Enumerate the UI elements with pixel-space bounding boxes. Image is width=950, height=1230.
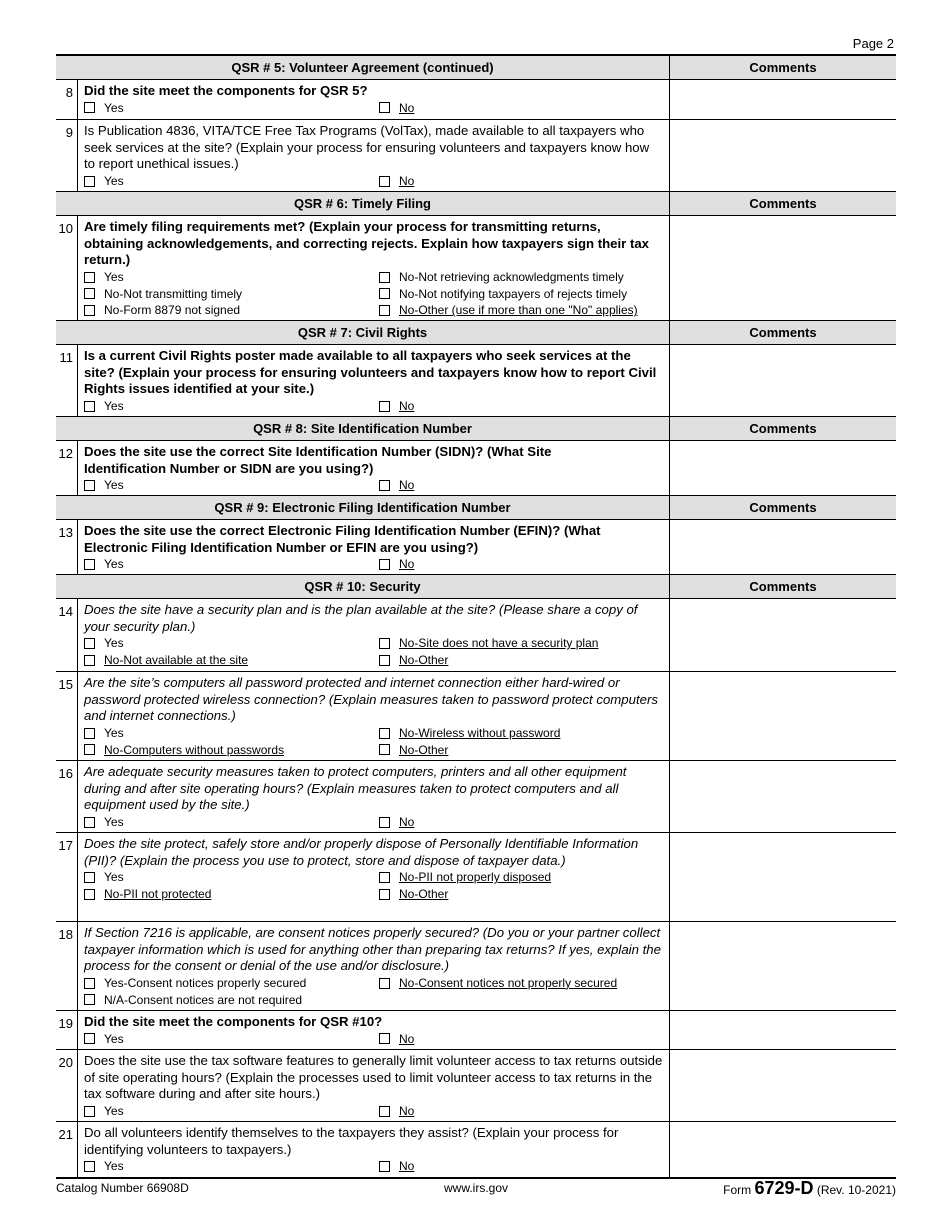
- checkbox[interactable]: [84, 872, 95, 883]
- option-yes[interactable]: Yes: [84, 269, 379, 286]
- option-no-computers[interactable]: No-Computers without passwords: [84, 742, 379, 759]
- option-no-not-available[interactable]: No-Not available at the site: [84, 652, 379, 669]
- option-no-transmit[interactable]: No-Not transmitting timely: [84, 286, 379, 303]
- checkbox[interactable]: [379, 102, 390, 113]
- option-no-protected[interactable]: No-PII not protected: [84, 886, 379, 903]
- comments-cell[interactable]: [670, 520, 896, 574]
- checkbox[interactable]: [379, 655, 390, 666]
- comments-header: Comments: [749, 60, 817, 75]
- checkbox[interactable]: [84, 817, 95, 828]
- question-row-21: [56, 1122, 896, 1179]
- option-no-other[interactable]: No-Other (use if more than one "No" applies): [379, 302, 663, 319]
- option-yes[interactable]: Yes: [84, 725, 379, 742]
- question-row-11: [56, 345, 896, 417]
- question-number: 21: [56, 1122, 78, 1177]
- question-text: Are timely filing requirements met? (Explain your process for transmitting returns, obtaining acknowledgements, and correcting rejects. Explain how taxpayers sign their tax return.): [84, 219, 650, 268]
- option-yes[interactable]: Yes: [84, 635, 379, 652]
- checkbox[interactable]: [84, 401, 95, 412]
- question-row-9: [56, 120, 896, 192]
- question-text: Are adequate security measures taken to protect computers, printers and all other equipment during and after site operating hours? (Explain measures taken to protect computers and all equipment used by the site.): [84, 764, 627, 813]
- question-row-18: [56, 922, 896, 1011]
- comments-header: Comments: [749, 325, 817, 340]
- website-link[interactable]: www.irs.gov: [443, 1181, 508, 1195]
- option-no-8879[interactable]: No-Form 8879 not signed: [84, 302, 379, 319]
- option-no-other[interactable]: No-Other: [379, 742, 663, 759]
- checkbox[interactable]: [379, 817, 390, 828]
- checkbox[interactable]: [84, 978, 95, 989]
- question-number: 13: [56, 520, 78, 574]
- comments-cell[interactable]: [670, 80, 896, 119]
- checkbox[interactable]: [379, 889, 390, 900]
- checkbox[interactable]: [84, 102, 95, 113]
- option-no[interactable]: No: [379, 100, 663, 117]
- catalog-number: Catalog Number 66908D: [56, 1181, 189, 1195]
- checkbox[interactable]: [379, 744, 390, 755]
- option-yes[interactable]: Yes: [84, 556, 379, 573]
- question-row-16: [56, 761, 896, 833]
- page-number: Page 2: [852, 36, 894, 51]
- question-number: 19: [56, 1011, 78, 1049]
- comments-cell[interactable]: [670, 922, 896, 1010]
- section-title: QSR # 9: Electronic Filing Identification Number: [56, 496, 670, 519]
- comments-cell[interactable]: [670, 345, 896, 416]
- checkbox[interactable]: [84, 1033, 95, 1044]
- section-title: QSR # 7: Civil Rights: [56, 321, 670, 344]
- question-number: 11: [56, 345, 78, 416]
- checkbox[interactable]: [84, 1106, 95, 1117]
- comments-cell[interactable]: [670, 672, 896, 760]
- checkbox[interactable]: [84, 305, 95, 316]
- checkbox[interactable]: [379, 638, 390, 649]
- question-number: 12: [56, 441, 78, 495]
- section-title: QSR # 8: Site Identification Number: [56, 417, 670, 440]
- checkbox[interactable]: [379, 872, 390, 883]
- option-no[interactable]: No: [379, 398, 663, 415]
- question-text: Did the site meet the components for QSR #10?: [84, 1014, 383, 1029]
- checkbox[interactable]: [84, 480, 95, 491]
- form-prefix: Form: [723, 1183, 752, 1197]
- comments-cell[interactable]: [670, 216, 896, 320]
- question-row-8: [56, 80, 896, 120]
- question-row-12: [56, 441, 896, 496]
- comments-cell[interactable]: [670, 120, 896, 191]
- checkbox[interactable]: [84, 1161, 95, 1172]
- question-row-15: [56, 672, 896, 761]
- section-header-qsr7: [56, 321, 896, 345]
- question-number: 15: [56, 672, 78, 760]
- form-identifier: [723, 1178, 896, 1199]
- checkbox[interactable]: [379, 978, 390, 989]
- checkbox[interactable]: [379, 728, 390, 739]
- option-no-wireless[interactable]: No-Wireless without password: [379, 725, 663, 742]
- checkbox[interactable]: [379, 1161, 390, 1172]
- question-text: Does the site use the correct Electronic Filing Identification Number (EFIN)? (What Electronic Filing Identification Number or EFIN are you using?): [84, 523, 601, 555]
- question-text: Does the site have a security plan and is the plan available at the site? (Please share a copy of your security plan.): [84, 602, 638, 634]
- comments-cell[interactable]: [670, 761, 896, 832]
- question-number: 20: [56, 1050, 78, 1121]
- comments-cell[interactable]: [670, 441, 896, 495]
- section-header-qsr6: [56, 192, 896, 216]
- option-yes[interactable]: Yes: [84, 173, 379, 190]
- question-row-10: [56, 216, 896, 321]
- option-yes[interactable]: Yes: [84, 1158, 379, 1175]
- question-number: 10: [56, 216, 78, 320]
- option-no[interactable]: No: [379, 1103, 663, 1120]
- option-no-secured[interactable]: No-Consent notices not properly secured: [379, 975, 663, 992]
- question-text: Do all volunteers identify themselves to the taxpayers they assist? (Explain your process for identifying volunteers to taxpayers.): [84, 1125, 619, 1157]
- question-text: Are the site’s computers all password protected and internet connection either hard-wired or password protected wireless connection? (Explain measures taken to password protect computers and internet connections.): [84, 675, 658, 724]
- checkbox[interactable]: [84, 655, 95, 666]
- question-row-20: [56, 1050, 896, 1122]
- option-yes-secured[interactable]: Yes-Consent notices properly secured: [84, 975, 379, 992]
- question-text: Does the site use the tax software features to generally limit volunteer access to tax returns outside of site operating hours? (Explain the processes used to limit volunteer access to tax returns in the tax software during and after site hours.): [84, 1053, 663, 1102]
- checkbox[interactable]: [379, 401, 390, 412]
- checkbox[interactable]: [379, 288, 390, 299]
- comments-cell[interactable]: [670, 1122, 896, 1177]
- question-row-19: [56, 1011, 896, 1050]
- checkbox[interactable]: [84, 994, 95, 1005]
- option-no-plan[interactable]: No-Site does not have a security plan: [379, 635, 663, 652]
- option-no-other[interactable]: No-Other: [379, 652, 663, 669]
- option-yes[interactable]: Yes: [84, 814, 379, 831]
- comments-cell[interactable]: [670, 599, 896, 671]
- option-no-ack[interactable]: No-Not retrieving acknowledgments timely: [379, 269, 663, 286]
- comments-cell[interactable]: [670, 1011, 896, 1049]
- option-no[interactable]: No: [379, 814, 663, 831]
- option-no[interactable]: No: [379, 1031, 663, 1048]
- comments-header: Comments: [749, 500, 817, 515]
- page-footer: [56, 1178, 896, 1198]
- checkbox[interactable]: [379, 1106, 390, 1117]
- question-text: If Section 7216 is applicable, are consent notices properly secured? (Do you or your partner collect taxpayer information which is used for anything other than preparing tax returns? If yes, explain the process for the consent or denial of the use and/or disclosure.): [84, 925, 661, 974]
- option-no[interactable]: No: [379, 477, 663, 494]
- question-row-13: [56, 520, 896, 575]
- checkbox[interactable]: [379, 559, 390, 570]
- option-no[interactable]: No: [379, 173, 663, 190]
- question-number: 16: [56, 761, 78, 832]
- section-title: QSR # 10: Security: [56, 575, 670, 598]
- checkbox[interactable]: [379, 1033, 390, 1044]
- question-text: Does the site protect, safely store and/or properly dispose of Personally Identifiable Information (PII)? (Explain the process you use to protect, store and dispose of taxpayer data.): [84, 836, 639, 868]
- comments-cell[interactable]: [670, 833, 896, 921]
- checkbox[interactable]: [379, 176, 390, 187]
- section-title: QSR # 6: Timely Filing: [56, 192, 670, 215]
- question-number: 14: [56, 599, 78, 671]
- question-number: 18: [56, 922, 78, 1010]
- section-header-qsr9: [56, 496, 896, 520]
- question-text: Does the site use the correct Site Identification Number (SIDN)? (What Site Identification Number or SIDN are you using?): [84, 444, 552, 476]
- checkbox[interactable]: [84, 728, 95, 739]
- comments-header: Comments: [749, 196, 817, 211]
- question-number: 8: [56, 80, 78, 119]
- option-na[interactable]: N/A-Consent notices are not required: [84, 992, 379, 1009]
- checkbox[interactable]: [379, 305, 390, 316]
- checkbox[interactable]: [84, 288, 95, 299]
- option-no-disposed[interactable]: No-PII not properly disposed: [379, 869, 663, 886]
- option-no-other[interactable]: No-Other: [379, 886, 663, 903]
- checkbox[interactable]: [379, 272, 390, 283]
- checkbox[interactable]: [84, 638, 95, 649]
- option-yes[interactable]: Yes: [84, 869, 379, 886]
- option-yes[interactable]: Yes: [84, 477, 379, 494]
- comments-header: Comments: [749, 421, 817, 436]
- form-revision: (Rev. 10-2021): [816, 1183, 896, 1197]
- qsr-review-form: [56, 54, 896, 1179]
- section-header-qsr10: [56, 575, 896, 599]
- option-yes[interactable]: Yes: [84, 1031, 379, 1048]
- option-no[interactable]: No: [379, 1158, 663, 1175]
- option-yes[interactable]: Yes: [84, 398, 379, 415]
- question-row-14: [56, 599, 896, 672]
- checkbox[interactable]: [84, 176, 95, 187]
- option-no[interactable]: No: [379, 556, 663, 573]
- comments-cell[interactable]: [670, 1050, 896, 1121]
- section-title: QSR # 5: Volunteer Agreement (continued): [56, 56, 670, 79]
- question-text: Is Publication 4836, VITA/TCE Free Tax Programs (VolTax), made available to all taxpayers who seek services at the site? (Explain your process for ensuring volunteers and taxpayers know how to report unethical issues.): [84, 123, 650, 172]
- section-header-qsr5: [56, 56, 896, 80]
- checkbox[interactable]: [84, 889, 95, 900]
- option-yes[interactable]: Yes: [84, 1103, 379, 1120]
- question-text: Is a current Civil Rights poster made available to all taxpayers who seek services at the site? (Explain your process for ensuring volunteers and taxpayers know how to report Civil Rights issues identified at your site.): [84, 348, 657, 397]
- checkbox[interactable]: [84, 559, 95, 570]
- question-number: 9: [56, 120, 78, 191]
- section-header-qsr8: [56, 417, 896, 441]
- option-no-notify[interactable]: No-Not notifying taxpayers of rejects timely: [379, 286, 663, 303]
- checkbox[interactable]: [84, 272, 95, 283]
- checkbox[interactable]: [84, 744, 95, 755]
- checkbox[interactable]: [379, 480, 390, 491]
- form-number: 6729-D: [754, 1178, 814, 1198]
- comments-header: Comments: [749, 579, 817, 594]
- question-row-17: [56, 833, 896, 922]
- option-yes[interactable]: Yes: [84, 100, 379, 117]
- question-text: Did the site meet the components for QSR 5?: [84, 83, 368, 98]
- question-number: 17: [56, 833, 78, 921]
